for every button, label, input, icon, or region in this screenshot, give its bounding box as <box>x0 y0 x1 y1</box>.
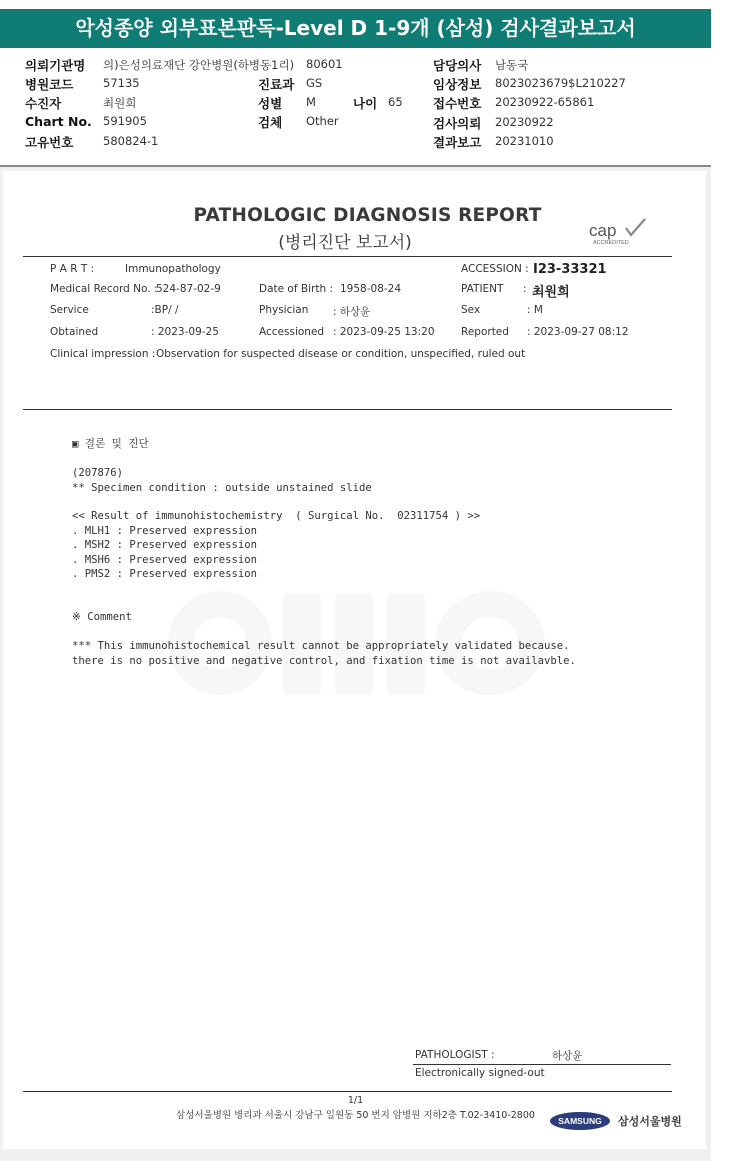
report-date-value: 20231010 <box>495 134 554 148</box>
body-line: . MLH1 : Preserved expression <box>72 525 257 537</box>
clinical-label: 임상정보 <box>433 77 482 92</box>
report-date-label: 결과보고 <box>433 135 482 150</box>
request-info-panel <box>0 48 711 166</box>
reported-value: : 2023-09-27 08:12 <box>527 326 629 338</box>
accessioned-label: Accessioned <box>259 326 325 338</box>
body-line: << Result of immunohistochemistry ( Surgical No. 02311754 ) >> <box>72 510 481 522</box>
service-label: Service <box>50 304 89 316</box>
dept-label: 진료과 <box>258 77 295 92</box>
request-label: 검사의뢰 <box>433 116 482 131</box>
chart-label: Chart No. <box>25 114 92 129</box>
receipt-value: 20230922-65861 <box>495 95 595 109</box>
body-line: (207876) <box>72 467 124 479</box>
uid-label: 고유번호 <box>25 135 74 150</box>
samsung-hospital-logo <box>550 1110 682 1132</box>
part-label: P A R T : <box>50 263 95 275</box>
report-title-bar: 악성종양 외부표본판독-Level D 1-9개 (삼성) 검사결과보고서 <box>0 9 711 48</box>
patient-value: 최원희 <box>103 96 137 110</box>
obtained-value: : 2023-09-25 <box>151 326 219 338</box>
pathologist-label: PATHOLOGIST : <box>415 1049 495 1061</box>
specimen-label: 검체 <box>258 115 283 130</box>
cap-logo-text: cap <box>589 221 617 240</box>
comment-section-title: ※ Comment <box>72 611 132 623</box>
physician-value: : 하상윤 <box>333 306 371 318</box>
samsung-brand-text: SAMSUNG <box>558 1116 602 1126</box>
hospital-address: 삼성서울병원 병리과 서울시 강남구 일원동 50 번지 암병원 지하2층 T.02-3410-2800 <box>176 1110 535 1121</box>
report-subheading: (병리진단 보고서) <box>278 233 412 253</box>
cap-accredited-logo <box>588 216 648 246</box>
age-value: 65 <box>388 95 403 109</box>
sex-value: : M <box>527 304 543 316</box>
signature-rule <box>413 1064 671 1065</box>
physician-label: Physician <box>259 304 309 316</box>
hospital-code-value: 57135 <box>103 76 140 90</box>
reported-label: Reported <box>461 326 509 338</box>
sex-label: Sex <box>461 304 481 316</box>
patient-colon: : <box>523 283 527 295</box>
dept-value: GS <box>306 76 323 90</box>
specimen-value: Other <box>306 114 339 128</box>
chart-value: 591905 <box>103 114 147 128</box>
page-number: 1/1 <box>347 1095 364 1106</box>
header-bottom-rule <box>23 409 672 410</box>
impression-value: Observation for suspected disease or condition, unspecified, ruled out <box>156 348 526 360</box>
doctor-value: 남동국 <box>495 58 529 72</box>
institution-code: 80601 <box>306 57 343 71</box>
uid-value: 580824-1 <box>103 134 159 148</box>
header-top-rule <box>23 256 672 257</box>
doctor-label: 담당의사 <box>433 58 482 73</box>
patient-label: PATIENT <box>461 283 504 295</box>
accessioned-value: : 2023-09-25 13:20 <box>333 326 435 338</box>
sex-label: 성별 <box>258 96 283 111</box>
patient-label: 수진자 <box>25 96 62 111</box>
receipt-label: 접수번호 <box>433 96 482 111</box>
obtained-label: Obtained <box>50 326 99 338</box>
request-value: 20230922 <box>495 115 554 129</box>
body-line: *** This immunohistochemical result cannot be appropriately validated because. <box>72 640 570 652</box>
check-icon <box>626 219 645 235</box>
signed-out-text: Electronically signed-out <box>415 1067 545 1079</box>
mrn-label: Medical Record No. : <box>50 283 158 295</box>
accession-value: I23-33321 <box>533 262 607 277</box>
cap-accredited-text: ACCREDITED <box>593 240 629 246</box>
hospital-code-label: 병원코드 <box>25 77 74 92</box>
mrn-value: 524-87-02-9 <box>156 283 221 295</box>
body-line: ** Specimen condition : outside unstained slide <box>72 482 372 494</box>
diagnosis-section-title: ▣ 결론 및 진단 <box>72 438 149 450</box>
footer-rule <box>23 1091 672 1092</box>
clinical-value: 8023023679$L210227 <box>495 76 626 90</box>
service-value: :BP/ / <box>151 304 179 316</box>
pathologist-value: 하상윤 <box>552 1050 583 1062</box>
body-line: . PMS2 : Preserved expression <box>72 568 257 580</box>
report-heading: PATHOLOGIC DIAGNOSIS REPORT <box>193 205 542 226</box>
sex-value: M <box>306 95 316 109</box>
institution-label: 의뢰기관명 <box>25 58 86 73</box>
body-line: there is no positive and negative control, and fixation time is not availavble. <box>72 655 576 667</box>
institution-value: 의)은성의료재단 강안병원(하병동1리) <box>103 58 295 72</box>
age-label: 나이 <box>353 96 378 111</box>
body-line: . MSH6 : Preserved expression <box>72 554 257 566</box>
dob-value: 1958-08-24 <box>340 283 402 295</box>
patient-name: 최원희 <box>532 285 570 300</box>
hospital-brand-text: 삼성서울병원 <box>618 1115 682 1128</box>
part-value: Immunopathology <box>125 263 221 275</box>
impression-label: Clinical impression : <box>50 348 156 360</box>
dob-label: Date of Birth : <box>259 283 333 295</box>
accession-label: ACCESSION : <box>461 263 529 275</box>
body-line: . MSH2 : Preserved expression <box>72 539 257 551</box>
